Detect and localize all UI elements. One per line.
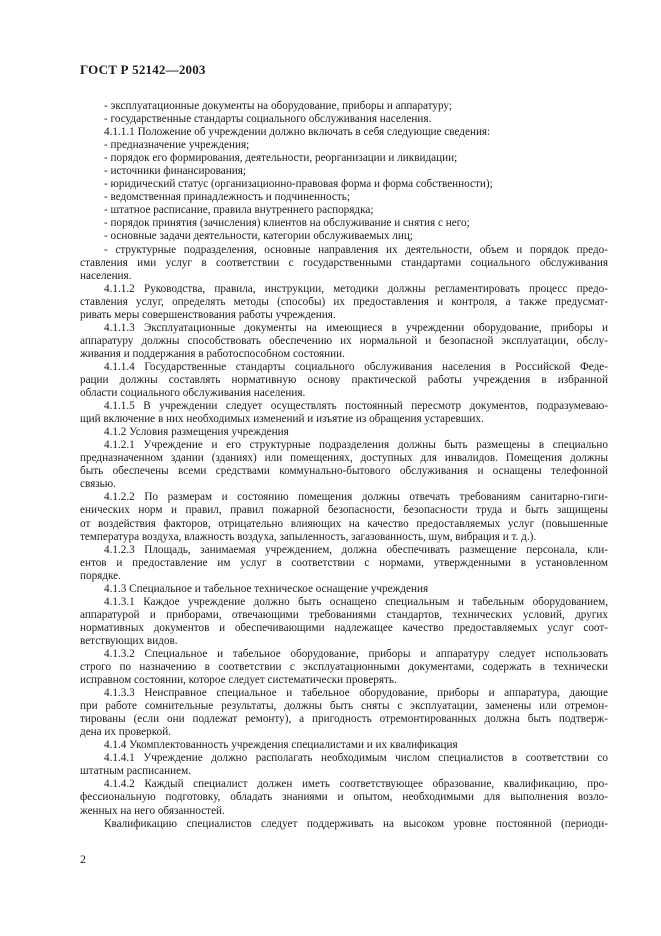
text-line: 4.1.4 Укомплектованность учреждения специалистами и их квалификация — [104, 739, 458, 752]
text-line: 4.1.1.4 Государственные стандарты социального обслуживания населения в Российской Феде- — [104, 360, 608, 373]
text-line: дена их проверкой. — [80, 726, 171, 739]
page-number: 2 — [80, 852, 86, 866]
text-line: аппаратуру должны способствовать обеспечению их нормальной и безопасной эксплуатации, обслу- — [80, 334, 608, 347]
text-line: населения. — [80, 269, 132, 282]
text-line: области социального обслуживания населения. — [80, 387, 306, 400]
text-line: - штатное расписание, правила внутреннего распорядка; — [104, 204, 374, 217]
text-line: - эксплуатационные документы на оборудование, приборы и аппаратуру; — [104, 100, 452, 112]
text-line: ветствующих видов. — [80, 634, 178, 647]
text-line: - порядок его формирования, деятельности, реорганизации и ликвидации; — [104, 152, 458, 165]
text-line: фессиональную подготовку, обладать знаниями и опытом, необходимыми для выполнения возло- — [80, 791, 608, 804]
text-line: 4.1.3.1 Каждое учреждение должно быть оснащено специальным и табельным оборудованием, — [104, 595, 608, 608]
text-line: Квалификацию специалистов следует поддерживать на высоком уровне постоянной (периоди- — [104, 817, 608, 830]
document-body — [80, 100, 608, 831]
standard-header: ГОСТ Р 52142—2003 — [80, 62, 206, 77]
text-line: - порядок принятия (зачисления) клиентов на обслуживание и снятия с него; — [104, 217, 470, 230]
text-line: - ведомственная принадлежность и подчиненность; — [104, 191, 350, 204]
text-line: ривать меры совершенствования работы учреждения. — [80, 308, 336, 321]
text-line: строго по назначению в соответствии с эксплуатационными документами, содержать в технически — [80, 661, 608, 674]
text-line: 4.1.2.1 Учреждение и его структурные подразделения должны быть размещены в специально — [104, 439, 608, 452]
text-line: 4.1.3.3 Неисправное специальное и табельное оборудование, приборы и аппаратура, дающие — [104, 687, 608, 700]
text-line: 4.1.1.3 Эксплуатационные документы на имеющиеся в учреждении оборудование, приборы и — [104, 321, 608, 334]
text-line: связью. — [80, 478, 116, 491]
text-line: 4.1.2.2 По размерам и состоянию помещения должны отвечать требованиям санитарно-гиги- — [104, 491, 608, 504]
text-line: порядке. — [80, 569, 121, 582]
text-line: 4.1.4.2 Каждый специалист должен иметь соответствующее образование, квалификацию, про- — [104, 778, 608, 791]
text-line: 4.1.3 Специальное и табельное техническое оснащение учреждения — [104, 582, 429, 595]
text-line: 4.1.4.1 Учреждение должно располагать необходимым числом специалистов в соответствии со — [104, 752, 608, 765]
text-line: ставления ими услуг в соответствии с государственными стандартами социального обслуживания — [80, 256, 608, 269]
text-line: быть обеспечены всеми средствами коммунально-бытового обслуживания и оснащены телефонной — [80, 465, 608, 478]
text-line: ентов и предоставление им услуг в соответствии с нормами, утвержденными в установленном — [80, 556, 608, 569]
text-line: 4.1.1.2 Руководства, правила, инструкции, методики должны регламентировать процесс предо- — [104, 282, 608, 295]
text-line: - государственные стандарты социального обслуживания населения. — [104, 113, 432, 126]
text-line: - структурные подразделения, основные направления их деятельности, объем и порядок предо- — [104, 243, 608, 256]
text-line: 4.1.2.3 Площадь, занимаемая учреждением, должна обеспечивать размещение персонала, кли- — [104, 543, 608, 556]
text-line: тированы (если они подлежат ремонту), а пригодность отремонтированных должна быть подтверж- — [80, 713, 608, 726]
text-line: ставления услуг, определять методы (способы) их предоставления и контроля, а также предусмат- — [80, 295, 608, 308]
text-line: - предназначение учреждения; — [104, 139, 250, 152]
text-line: 4.1.1.5 В учреждении следует осуществлять постоянный пересмотр документов, подразумеваю- — [104, 400, 608, 413]
text-line: - источники финансирования; — [104, 165, 246, 178]
text-line: 4.1.1.1 Положение об учреждении должно включать в себя следующие сведения: — [104, 126, 491, 139]
text-line: предназначенном здании (зданиях) или помещениях, доступных для инвалидов. Помещения должны — [80, 452, 608, 465]
text-line: - основные задачи деятельности, категории обслуживаемых лиц; — [104, 230, 413, 243]
text-line: - юридический статус (организационно-правовая форма и форма собственности); — [104, 178, 493, 191]
text-line: женных на него обязанностей. — [80, 804, 225, 817]
text-line: нормативных документов и обеспечивающими надлежащее качество предоставляемых услуг соот- — [80, 621, 608, 634]
text-line: температура воздуха, влажность воздуха, запыленность, загазованность, шум, вибрация и т. д.). — [80, 530, 537, 543]
text-line: енических норм и правил, правил пожарной безопасности, безопасности труда и быть защищены — [80, 504, 608, 517]
text-line: штатным расписанием. — [80, 765, 191, 778]
text-line: при работе сомнительные результаты, должны быть сняты с эксплуатации, заменены или отремон- — [80, 700, 608, 713]
text-line: аппаратурой и приборами, отвечающими требованиями стандартов, технических условий, других — [80, 608, 608, 621]
text-line: живания и поддержания в работоспособном состоянии. — [80, 347, 345, 360]
text-line: 4.1.2 Условия размещения учреждения — [104, 426, 289, 439]
text-line: исправном состоянии, которое следует систематически проверять. — [80, 674, 397, 687]
text-line: рации должны составлять нормативную основу практической работы учреждения в избранной — [80, 373, 608, 386]
text-line: щий включение в них необходимых изменений и изъятие из обращения устаревших. — [80, 413, 484, 426]
text-line: 4.1.3.2 Специальное и табельное оборудование, приборы и аппаратуру следует использовать — [104, 647, 608, 660]
text-line: от воздействия факторов, отрицательно влияющих на качество предоставляемых услуг (повышенные — [80, 517, 608, 530]
